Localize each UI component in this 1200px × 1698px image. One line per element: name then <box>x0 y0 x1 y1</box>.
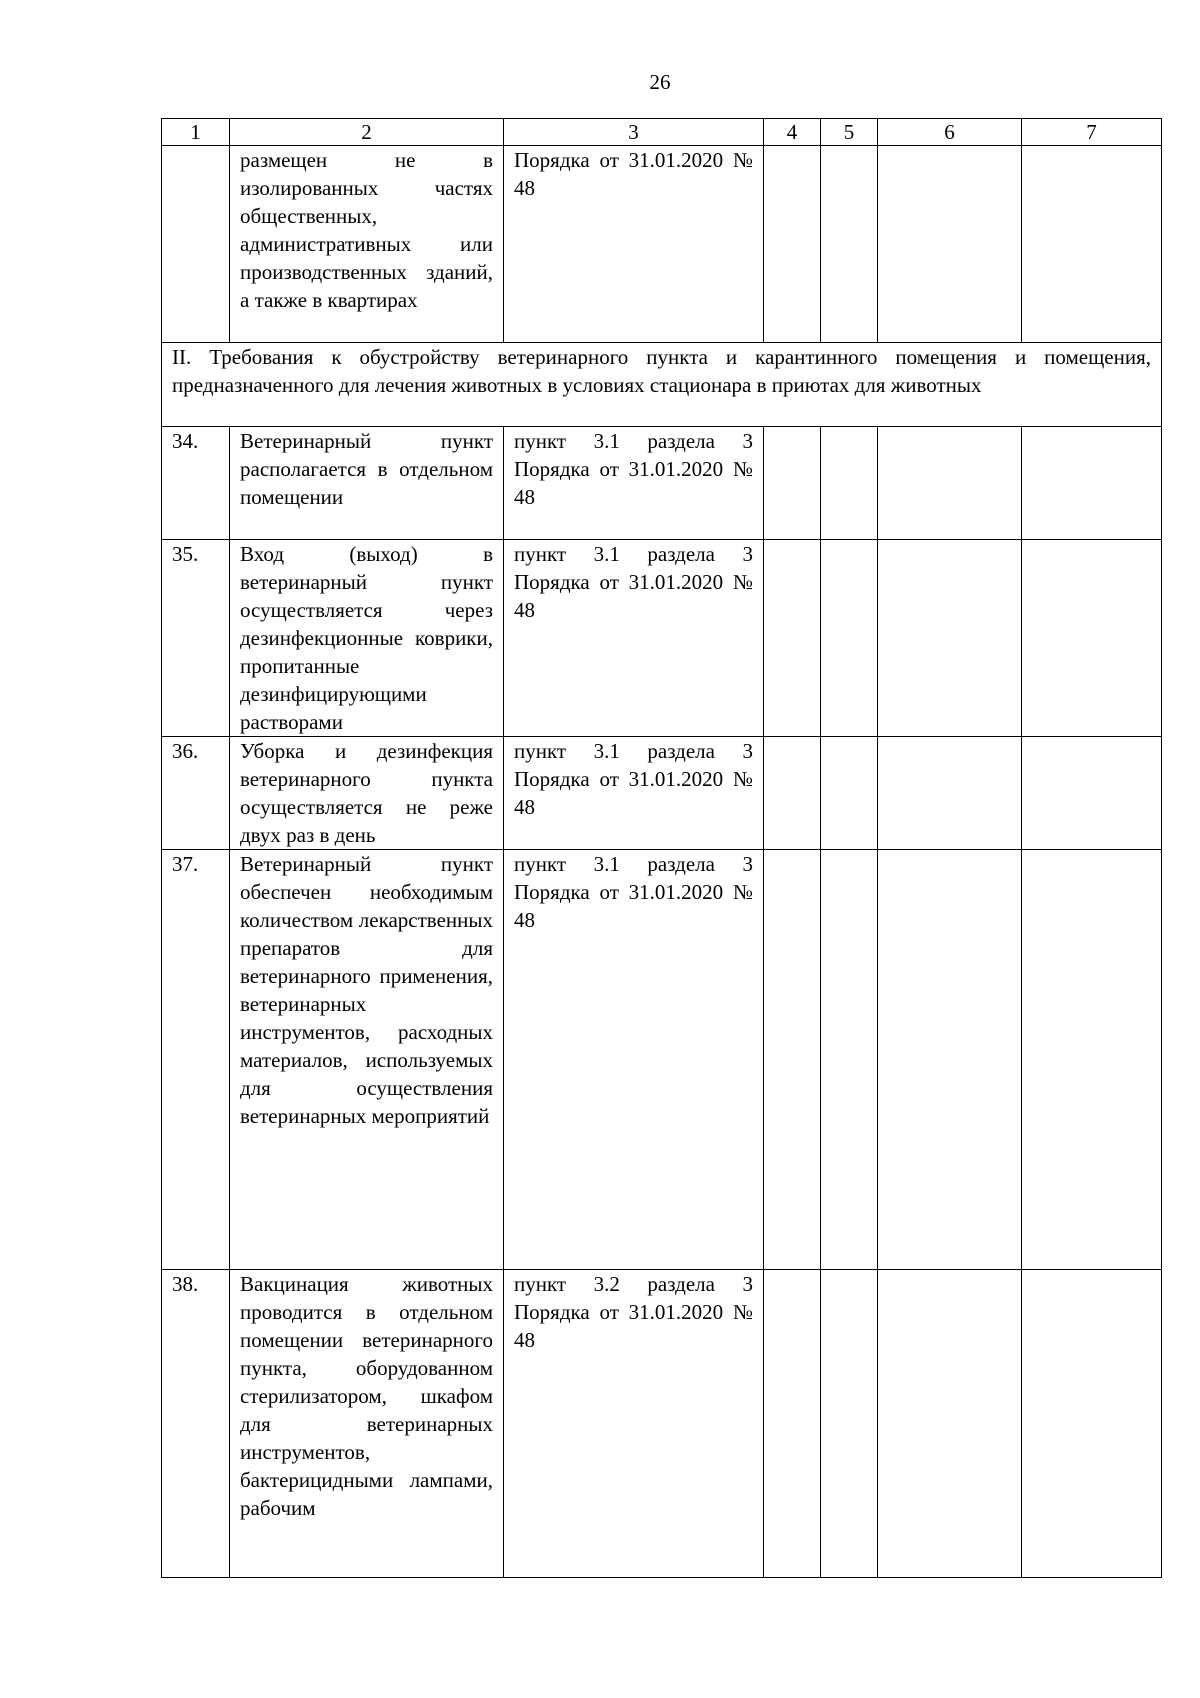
column-header: 5 <box>821 119 878 146</box>
table-header-row <box>162 119 1162 146</box>
empty-cell <box>878 146 1022 343</box>
table-row <box>162 737 1162 850</box>
empty-cell <box>764 540 821 737</box>
empty-cell <box>764 1270 821 1578</box>
empty-cell <box>878 1270 1022 1578</box>
column-header: 6 <box>878 119 1022 146</box>
table-row <box>162 1270 1162 1578</box>
section-heading-row <box>162 343 1162 427</box>
reference-cell: пункт 3.1 раздела 3 Порядка от 31.01.2020 № 48 <box>504 850 764 1270</box>
reference-cell: пункт 3.2 раздела 3 Порядка от 31.01.2020 № 48 <box>504 1270 764 1578</box>
empty-cell <box>1022 427 1162 540</box>
column-header: 2 <box>230 119 504 146</box>
empty-cell <box>1022 146 1162 343</box>
empty-cell <box>764 850 821 1270</box>
empty-cell <box>1022 540 1162 737</box>
column-header: 1 <box>162 119 230 146</box>
requirement-cell: Вакцинация животных проводится в отдельном помещении ветеринарного пункта, оборудованном стерилизатором, шкафом для ветеринарных инструментов, бактерицидными лампами, рабочим <box>230 1270 504 1578</box>
row-number: 34. <box>162 427 230 540</box>
requirement-cell: Ветеринарный пункт обеспечен необходимым количеством лекарственных препаратов для ветеринарного применения, ветеринарных инструментов, расходных материалов, используемых для осуществления ветеринарных мероприятий <box>230 850 504 1270</box>
page-number: 26 <box>649 70 671 94</box>
requirement-cell: Вход (выход) в ветеринарный пункт осуществляется через дезинфекционные коврики, пропитанные дезинфицирующими растворами <box>230 540 504 737</box>
empty-cell <box>1022 1270 1162 1578</box>
empty-cell <box>821 737 878 850</box>
empty-cell <box>878 427 1022 540</box>
row-number: 37. <box>162 850 230 1270</box>
empty-cell <box>1022 850 1162 1270</box>
reference-cell: Порядка от 31.01.2020 № 48 <box>504 146 764 343</box>
empty-cell <box>764 737 821 850</box>
table-row <box>162 427 1162 540</box>
column-header: 7 <box>1022 119 1162 146</box>
empty-cell <box>878 850 1022 1270</box>
section-heading: II. Требования к обустройству ветеринарного пункта и карантинного помещения и помещения, предназначенного для лечения животных в условиях стационара в приютах для животных <box>162 343 1162 427</box>
reference-cell: пункт 3.1 раздела 3 Порядка от 31.01.2020 № 48 <box>504 427 764 540</box>
row-number: 38. <box>162 1270 230 1578</box>
empty-cell <box>821 427 878 540</box>
empty-cell <box>1022 737 1162 850</box>
table-row <box>162 540 1162 737</box>
empty-cell <box>878 737 1022 850</box>
reference-cell: пункт 3.1 раздела 3 Порядка от 31.01.2020 № 48 <box>504 737 764 850</box>
row-number: 36. <box>162 737 230 850</box>
empty-cell <box>764 146 821 343</box>
table-row <box>162 146 1162 343</box>
column-header: 4 <box>764 119 821 146</box>
empty-cell <box>821 1270 878 1578</box>
empty-cell <box>821 540 878 737</box>
empty-cell <box>764 427 821 540</box>
requirement-cell: размещен не в изолированных частях общественных, административных или производственных зданий, а также в квартирах <box>230 146 504 343</box>
column-header: 3 <box>504 119 764 146</box>
empty-cell <box>821 146 878 343</box>
row-number: 35. <box>162 540 230 737</box>
requirement-cell: Уборка и дезинфекция ветеринарного пункта осуществляется не реже двух раз в день <box>230 737 504 850</box>
empty-cell <box>821 850 878 1270</box>
table-row <box>162 850 1162 1270</box>
requirements-table <box>161 118 1162 1578</box>
empty-cell <box>878 540 1022 737</box>
row-number <box>162 146 230 343</box>
requirement-cell: Ветеринарный пункт располагается в отдельном помещении <box>230 427 504 540</box>
reference-cell: пункт 3.1 раздела 3 Порядка от 31.01.2020 № 48 <box>504 540 764 737</box>
